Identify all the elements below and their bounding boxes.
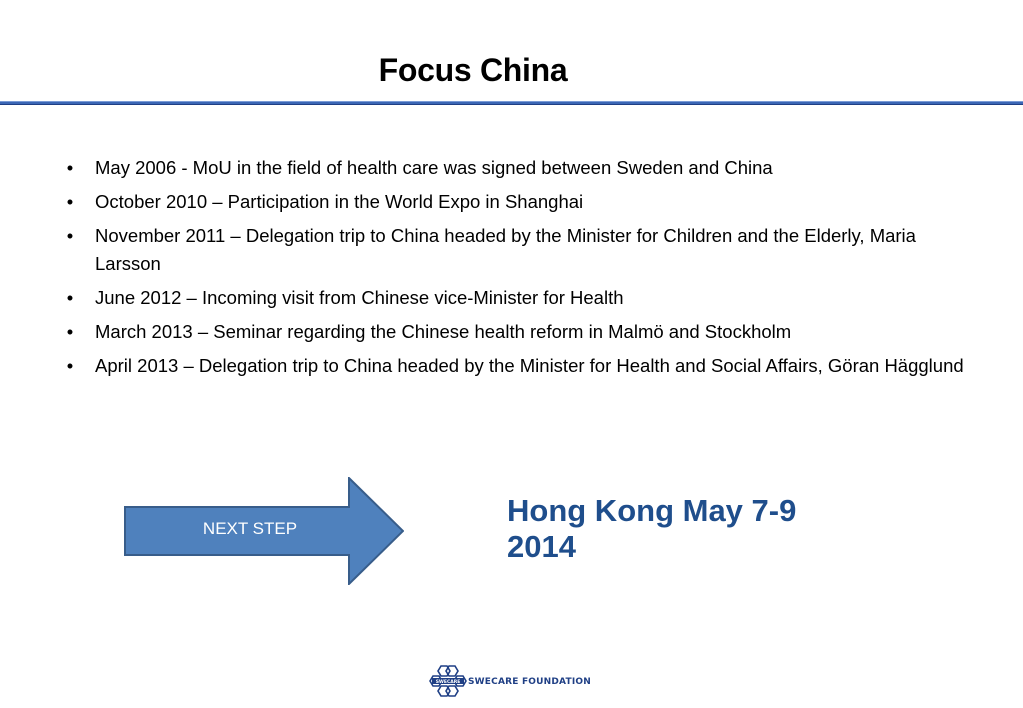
next-event-heading bbox=[507, 493, 887, 565]
next-event-line-1: Hong Kong May 7-9 bbox=[507, 493, 797, 528]
bullet-text: March 2013 – Seminar regarding the Chinese health reform in Malmö and Stockholm bbox=[95, 321, 792, 342]
bullet-text: April 2013 – Delegation trip to China headed by the Minister for Health and Social Affairs, Göran Hägglund bbox=[95, 355, 964, 376]
bullet-icon: • bbox=[66, 225, 74, 246]
bullet-item bbox=[60, 284, 980, 312]
bullet-item bbox=[60, 154, 980, 182]
bullet-item bbox=[60, 188, 980, 216]
bullet-icon: • bbox=[66, 355, 74, 376]
bullet-item bbox=[60, 222, 980, 278]
bullet-text: October 2010 – Participation in the World Expo in Shanghai bbox=[95, 191, 584, 212]
bullet-item bbox=[60, 318, 980, 346]
hexagon-logo-icon bbox=[428, 664, 468, 700]
bullet-icon: • bbox=[66, 191, 74, 212]
logo-text: SWECARE FOUNDATION bbox=[468, 677, 591, 687]
bullet-list bbox=[60, 154, 980, 386]
title-divider bbox=[0, 101, 1023, 105]
bullet-icon: • bbox=[66, 157, 74, 178]
bullet-item bbox=[60, 352, 980, 380]
bullet-text: June 2012 – Incoming visit from Chinese vice-Minister for Health bbox=[95, 287, 624, 308]
bullet-text: November 2011 – Delegation trip to China headed by the Minister for Children and the Elderly, Maria Larsson bbox=[95, 225, 916, 274]
swecare-logo bbox=[428, 664, 628, 700]
bullet-text: May 2006 - MoU in the field of health care was signed between Sweden and China bbox=[95, 157, 773, 178]
slide-title: Focus China bbox=[378, 52, 568, 88]
next-event-line-2: 2014 bbox=[507, 529, 576, 564]
bullet-icon: • bbox=[66, 321, 74, 342]
next-step-label: NEXT STEP bbox=[202, 519, 298, 538]
logo-mark-text: SWECARE bbox=[435, 680, 461, 685]
next-step-arrow bbox=[124, 477, 404, 585]
bullet-icon: • bbox=[66, 287, 74, 308]
